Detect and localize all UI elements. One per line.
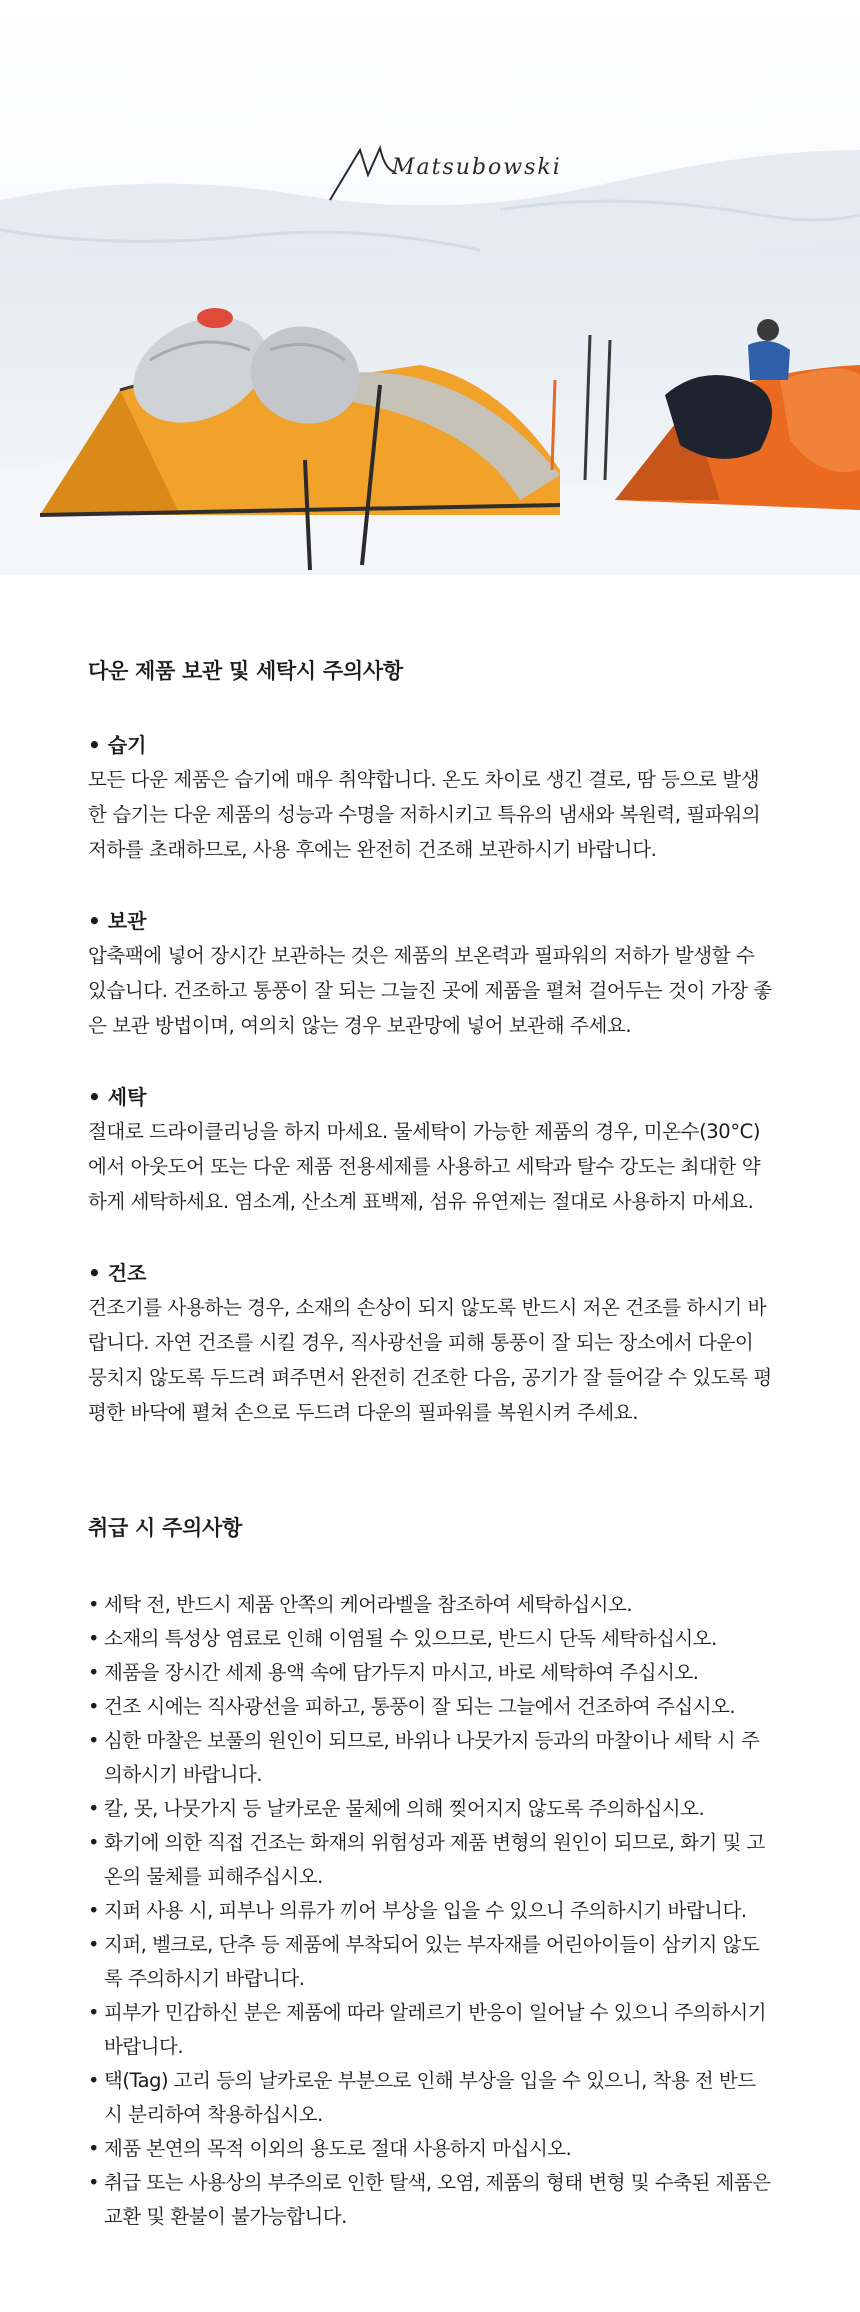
list-item: • 제품 본연의 목적 이외의 용도로 절대 사용하지 마십시오. [88,2132,772,2166]
care-block-title: • 습기 [88,733,147,757]
care-block-body: 건조기를 사용하는 경우, 소재의 손상이 되지 않도록 반드시 저온 건조를 하시기 바랍니다. 자연 건조를 시킬 경우, 직사광선을 피해 통풍이 잘 되는 장소에서 다운이 뭉치지 않도록 두드려 펴주면서 완전히 건조한 다음, 공기가 잘 들어갈 수 있도록 평평한 바닥에 펼쳐 손으로 두드려 다운의 필파워를 복원시켜 주세요. [88,1296,772,1424]
handling-title: 취급 시 주의사항 [88,1516,242,1540]
list-item: • 피부가 민감하신 분은 제품에 따라 알레르기 반응이 일어날 수 있으니 주의하시기 바랍니다. [88,1996,772,2064]
care-block-humidity [88,729,772,867]
list-item: • 세탁 전, 반드시 제품 안쪽의 케어라벨을 참조하여 세탁하십시오. [88,1588,772,1622]
care-block-title: • 보관 [88,909,147,933]
care-block-body: 절대로 드라이클리닝을 하지 마세요. 물세탁이 가능한 제품의 경우, 미온수(30°C)에서 아웃도어 또는 다운 제품 전용세제를 사용하고 세탁과 탈수 강도는 최대한 약하게 세탁하세요. 염소계, 산소계 표백제, 섬유 유연제는 절대로 사용하지 마세요. [88,1120,761,1213]
list-item: • 건조 시에는 직사광선을 피하고, 통풍이 잘 되는 그늘에서 건조하여 주십시오. [88,1690,772,1724]
care-block-washing [88,1081,772,1219]
care-block-body: 모든 다운 제품은 습기에 매우 취약합니다. 온도 차이로 생긴 결로, 땀 등으로 발생한 습기는 다운 제품의 성능과 수명을 저하시키고 특유의 냄새와 복원력, 필파워의 저하를 초래하므로, 사용 후에는 완전히 건조해 보관하시기 바랍니다. [88,768,761,861]
care-block-drying [88,1257,772,1430]
list-item: • 소재의 특성상 염료로 인해 이염될 수 있으므로, 반드시 단독 세탁하십시오. [88,1622,772,1656]
snow-camp-illustration [0,0,860,575]
list-item: • 취급 또는 사용상의 부주의로 인한 탈색, 오염, 제품의 형태 변형 및 수축된 제품은 교환 및 환불이 불가능합니다. [88,2166,772,2234]
list-item: • 지퍼, 벨크로, 단추 등 제품에 부착되어 있는 부자재를 어린아이들이 삼키지 않도록 주의하시기 바랍니다. [88,1928,772,1996]
care-title: 다운 제품 보관 및 세탁시 주의사항 [88,659,403,683]
list-item: • 심한 마찰은 보풀의 원인이 되므로, 바위나 나뭇가지 등과의 마찰이나 세탁 시 주의하시기 바랍니다. [88,1724,772,1792]
signature-text: Matsubowski [392,155,562,180]
list-item: • 지퍼 사용 시, 피부나 의류가 끼어 부상을 입을 수 있으니 주의하시기 바랍니다. [88,1894,772,1928]
list-item: • 택(Tag) 고리 등의 날카로운 부분으로 인해 부상을 입을 수 있으니, 착용 전 반드시 분리하여 착용하십시오. [88,2064,772,2132]
content [0,575,860,2234]
hero-image [0,0,860,575]
list-item: • 제품을 장시간 세제 용액 속에 담가두지 마시고, 바로 세탁하여 주십시오. [88,1656,772,1690]
care-block-title: • 세탁 [88,1085,147,1109]
care-block-storage [88,905,772,1043]
handling-list [88,1588,772,2234]
care-block-body: 압축팩에 넣어 장시간 보관하는 것은 제품의 보온력과 필파워의 저하가 발생할 수 있습니다. 건조하고 통풍이 잘 되는 그늘진 곳에 제품을 펼쳐 걸어두는 것이 가장 좋은 보관 방법이며, 여의치 않는 경우 보관망에 넣어 보관해 주세요. [88,944,772,1037]
list-item: • 화기에 의한 직접 건조는 화재의 위험성과 제품 변형의 원인이 되므로, 화기 및 고온의 물체를 피해주십시오. [88,1826,772,1894]
care-block-title: • 건조 [88,1261,147,1285]
list-item: • 칼, 못, 나뭇가지 등 날카로운 물체에 의해 찢어지지 않도록 주의하십시오. [88,1792,772,1826]
